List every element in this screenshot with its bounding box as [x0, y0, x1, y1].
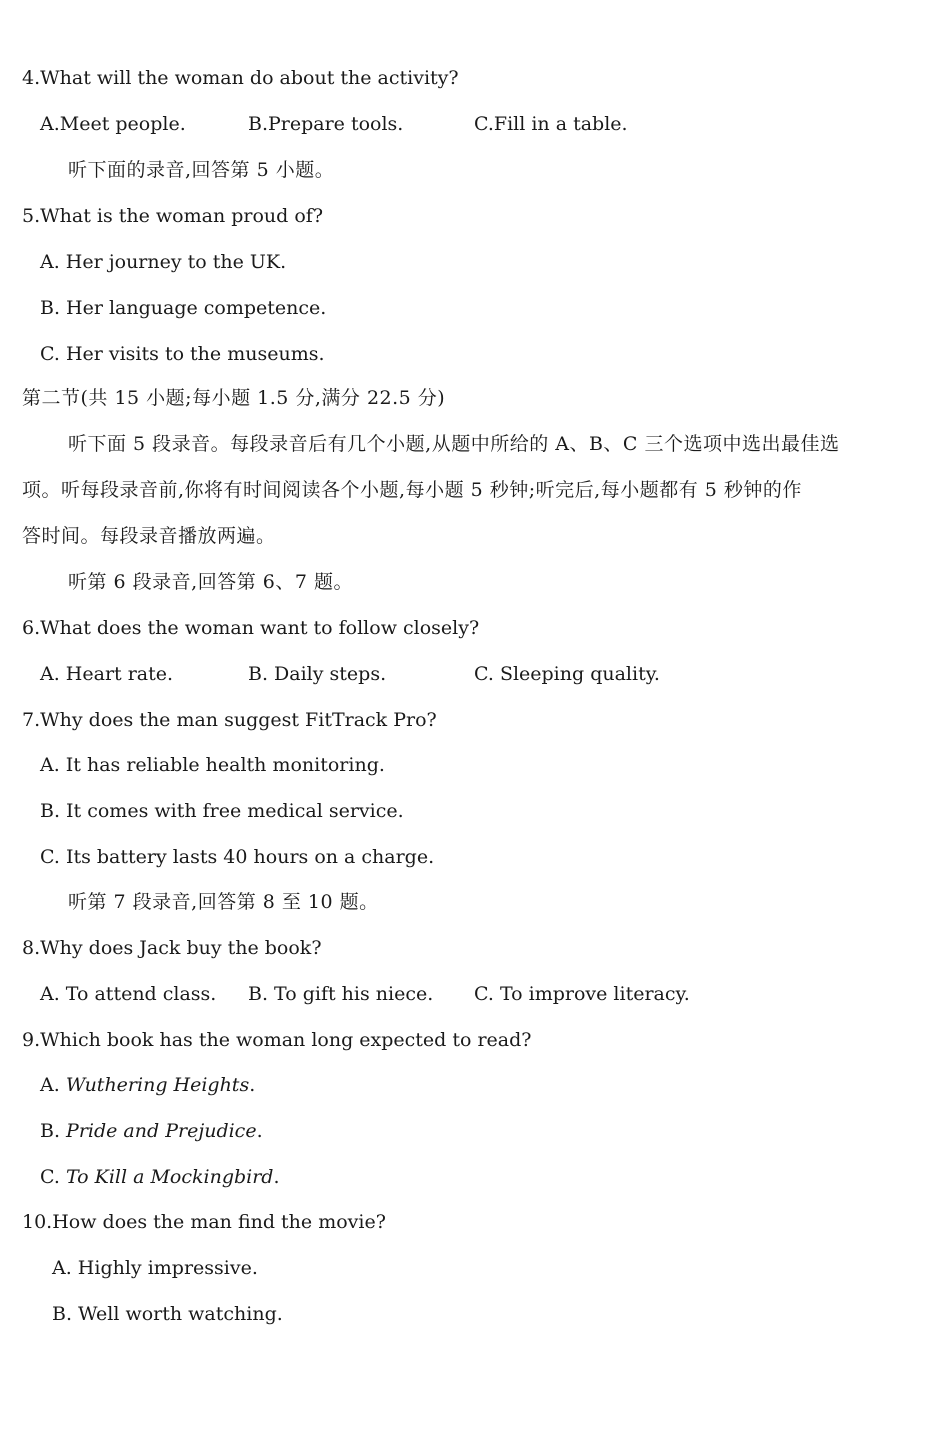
period: . [273, 1166, 280, 1188]
question-9-option-b [40, 1119, 263, 1143]
question-8-option-b: B. To gift his niece. [248, 983, 434, 1005]
question-9-stem: 9.Which book has the woman long expected to read? [22, 1029, 532, 1051]
option-label: B. [40, 1120, 67, 1142]
question-6-option-b: B. Daily steps. [248, 663, 387, 685]
section-2-paragraph-line-3: 答时间。每段录音播放两遍。 [22, 525, 276, 547]
question-6-stem: 6.What does the woman want to follow closely? [22, 617, 480, 639]
instruction-recording-6: 听第 6 段录音,回答第 6、7 题。 [68, 571, 353, 593]
question-10-option-b: B. Well worth watching. [52, 1303, 283, 1325]
question-7-option-b: B. It comes with free medical service. [40, 800, 404, 822]
question-9-option-c [40, 1165, 280, 1189]
question-6-option-a: A. Heart rate. [40, 663, 174, 685]
book-title: To Kill a Mockingbird [65, 1166, 274, 1188]
period: . [249, 1074, 256, 1096]
question-7-option-c: C. Its battery lasts 40 hours on a charge. [40, 846, 435, 868]
question-6-option-c: C. Sleeping quality. [474, 663, 660, 685]
question-8-option-c: C. To improve literacy. [474, 983, 690, 1005]
section-2-heading: 第二节(共 15 小题;每小题 1.5 分,满分 22.5 分) [22, 387, 446, 409]
question-7-stem: 7.Why does the man suggest FitTrack Pro? [22, 709, 437, 731]
question-4-option-a: A.Meet people. [40, 113, 186, 135]
book-title: Pride and Prejudice [66, 1120, 257, 1142]
question-5-option-c: C. Her visits to the museums. [40, 343, 325, 365]
instruction-q5: 听下面的录音,回答第 5 小题。 [68, 159, 335, 181]
question-5-option-a: A. Her journey to the UK. [40, 251, 287, 273]
period: . [256, 1120, 263, 1142]
question-7-option-a: A. It has reliable health monitoring. [40, 754, 385, 776]
section-2-paragraph-line-2: 项。听每段录音前,你将有时间阅读各个小题,每小题 5 秒钟;听完后,每小题都有 5 秒钟的作 [22, 479, 802, 501]
question-10-option-a: A. Highly impressive. [52, 1257, 258, 1279]
instruction-recording-7: 听第 7 段录音,回答第 8 至 10 题。 [68, 891, 379, 913]
question-4-option-b: B.Prepare tools. [248, 113, 404, 135]
section-2-paragraph-line-1: 听下面 5 段录音。每段录音后有几个小题,从题中所给的 A、B、C 三个选项中选出最佳选 [68, 433, 840, 455]
option-label: A. [40, 1074, 66, 1096]
book-title: Wuthering Heights [65, 1074, 250, 1096]
question-4-stem: 4.What will the woman do about the activity? [22, 67, 459, 89]
option-label: C. [40, 1166, 66, 1188]
question-4-option-c: C.Fill in a table. [474, 113, 628, 135]
question-8-stem: 8.Why does Jack buy the book? [22, 937, 322, 959]
question-5-stem: 5.What is the woman proud of? [22, 205, 324, 227]
question-9-option-a [40, 1073, 255, 1097]
question-8-option-a: A. To attend class. [40, 983, 217, 1005]
question-5-option-b: B. Her language competence. [40, 297, 327, 319]
question-10-stem: 10.How does the man find the movie? [22, 1211, 386, 1233]
